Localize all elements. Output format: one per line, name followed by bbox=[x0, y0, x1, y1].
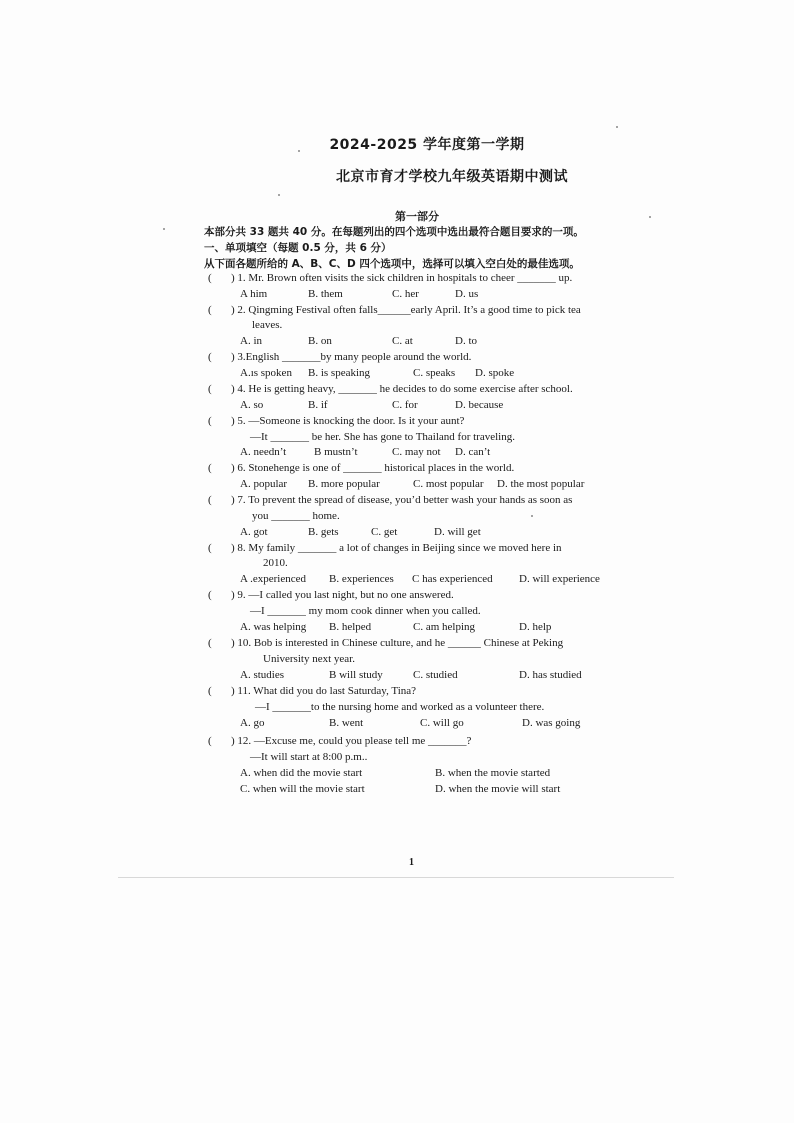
q10-option-b: B will study bbox=[329, 669, 383, 681]
q2-option-d: D. to bbox=[455, 335, 477, 347]
question-2-stem: ) 2. Qingming Festival often falls______early April. It’s a good time to pick tea bbox=[231, 304, 581, 316]
question-12-cont: —It will start at 8:00 p.m.. bbox=[250, 751, 368, 763]
question-9-stem: ) 9. —I called you last night, but no one answered. bbox=[231, 589, 454, 601]
q8-option-c: C has experienced bbox=[412, 573, 493, 585]
question-6-stem: ) 6. Stonehenge is one of _______ historical places in the world. bbox=[231, 462, 515, 474]
answer-bracket[interactable]: ( bbox=[208, 542, 212, 554]
q8-option-b: B. experiences bbox=[329, 573, 394, 585]
answer-bracket[interactable]: ( bbox=[208, 589, 212, 601]
q12-option-b: B. when the movie started bbox=[435, 767, 551, 779]
instruction-line-3: 从下面各题所给的 A、B、C、D 四个选项中，选择可以填入空白处的最佳选项。 bbox=[204, 258, 580, 270]
answer-bracket[interactable]: ( bbox=[208, 637, 212, 649]
q7-option-d: D. will get bbox=[434, 526, 481, 538]
q2-option-c: C. at bbox=[392, 335, 413, 347]
q1-option-b: B. them bbox=[308, 288, 343, 300]
page-number: 1 bbox=[409, 857, 414, 868]
instruction-line-1: 本部分共 33 题共 40 分。在每题列出的四个选项中选出最符合题目要求的一项。 bbox=[204, 226, 584, 238]
question-8-stem: ) 8. My family _______ a lot of changes in Beijing since we moved here in bbox=[231, 542, 562, 554]
question-10-stem: ) 10. Bob is interested in Chinese culture, and he ______ Chinese at Peking bbox=[231, 637, 564, 649]
q5-option-d: D. can’t bbox=[455, 446, 491, 458]
question-5-cont: —It _______ be her. She has gone to Thailand for traveling. bbox=[250, 431, 515, 443]
q4-option-c: C. for bbox=[392, 399, 418, 411]
question-9-cont: —I _______ my mom cook dinner when you called. bbox=[250, 605, 481, 617]
q9-option-c: C. am helping bbox=[413, 621, 476, 633]
q9-option-a: A. was helping bbox=[240, 621, 307, 633]
q7-option-a: A. got bbox=[240, 526, 268, 538]
q3-option-a: A.ıs spoken bbox=[240, 367, 292, 379]
question-5-stem: ) 5. —Someone is knocking the door. Is it your aunt? bbox=[231, 415, 465, 427]
q2-option-a: A. in bbox=[240, 335, 262, 347]
q9-option-d: D. help bbox=[519, 621, 552, 633]
question-4-stem: ) 4. He is getting heavy, _______ he decides to do some exercise after school. bbox=[231, 383, 573, 395]
question-8-cont: 2010. bbox=[263, 557, 288, 569]
q2-option-b: B. on bbox=[308, 335, 332, 347]
q9-option-b: B. helped bbox=[329, 621, 372, 633]
answer-bracket[interactable]: ( bbox=[208, 272, 212, 284]
q6-option-b: B. more popular bbox=[308, 478, 380, 490]
q11-option-c: C. will go bbox=[420, 717, 464, 729]
question-11-stem: ) 11. What did you do last Saturday, Tina? bbox=[231, 685, 417, 697]
q12-option-c: C. when will the movie start bbox=[240, 783, 365, 795]
question-10-cont: University next year. bbox=[263, 653, 355, 665]
question-7-cont: you _______ home. bbox=[252, 510, 340, 522]
q5-option-c: C. may not bbox=[392, 446, 441, 458]
q8-option-a: A .experienced bbox=[240, 573, 306, 585]
q4-option-d: D. because bbox=[455, 399, 504, 411]
question-1-stem: ) 1. Mr. Brown often visits the sick children in hospitals to cheer _______ up. bbox=[231, 272, 573, 284]
question-11-cont: —I _______to the nursing home and worked as a volunteer there. bbox=[255, 701, 545, 713]
instruction-line-2: 一、单项填空（每题 0.5 分，共 6 分） bbox=[204, 242, 392, 254]
q3-option-c: C. speaks bbox=[413, 367, 456, 379]
q10-option-c: C. studied bbox=[413, 669, 458, 681]
q4-option-a: A. so bbox=[240, 399, 264, 411]
q5-option-a: A. needn’t bbox=[240, 446, 287, 458]
q10-option-a: A. studies bbox=[240, 669, 284, 681]
answer-bracket[interactable]: ( bbox=[208, 351, 212, 363]
q11-option-d: D. was going bbox=[522, 717, 581, 729]
q11-option-b: B. went bbox=[329, 717, 364, 729]
exam-title-term: 2024-2025 学年度第一学期 bbox=[329, 137, 525, 153]
q1-option-a: A him bbox=[240, 288, 268, 300]
q11-option-a: A. go bbox=[240, 717, 265, 729]
q1-option-c: C. her bbox=[392, 288, 419, 300]
q10-option-d: D. has studied bbox=[519, 669, 582, 681]
q12-option-a: A. when did the movie start bbox=[240, 767, 363, 779]
answer-bracket[interactable]: ( bbox=[208, 462, 212, 474]
exam-title-school: 北京市育才学校九年级英语期中测试 bbox=[336, 169, 568, 185]
part-title: 第一部分 bbox=[395, 210, 439, 223]
question-2-cont: leaves. bbox=[252, 319, 283, 331]
q7-option-b: B. gets bbox=[308, 526, 339, 538]
answer-bracket[interactable]: ( bbox=[208, 685, 212, 697]
question-3-stem: ) 3.English _______by many people around the world. bbox=[231, 351, 472, 363]
q5-option-b: B mustn’t bbox=[314, 446, 358, 458]
answer-bracket[interactable]: ( bbox=[208, 304, 212, 316]
answer-bracket[interactable]: ( bbox=[208, 415, 212, 427]
question-12-stem: ) 12. —Excuse me, could you please tell me _______? bbox=[231, 735, 472, 747]
scan-speck bbox=[531, 515, 533, 517]
page-bottom-divider bbox=[118, 877, 674, 878]
scan-speck bbox=[278, 194, 280, 196]
q6-option-d: D. the most popular bbox=[497, 478, 585, 490]
scan-speck bbox=[649, 216, 651, 218]
q7-option-c: C. get bbox=[371, 526, 398, 538]
q6-option-a: A. popular bbox=[240, 478, 288, 490]
q3-option-d: D. spoke bbox=[475, 367, 515, 379]
answer-bracket[interactable]: ( bbox=[208, 383, 212, 395]
answer-bracket[interactable]: ( bbox=[208, 494, 212, 506]
scan-speck bbox=[298, 150, 300, 152]
q1-option-d: D. us bbox=[455, 288, 479, 300]
scan-speck bbox=[616, 126, 618, 128]
question-7-stem: ) 7. To prevent the spread of disease, you’d better wash your hands as soon as bbox=[231, 494, 573, 506]
q8-option-d: D. will experience bbox=[519, 573, 600, 585]
q12-option-d: D. when the movie will start bbox=[435, 783, 561, 795]
scan-speck bbox=[163, 228, 165, 230]
q3-option-b: B. is speaking bbox=[308, 367, 371, 379]
q4-option-b: B. if bbox=[308, 399, 328, 411]
q6-option-c: C. most popular bbox=[413, 478, 484, 490]
answer-bracket[interactable]: ( bbox=[208, 735, 212, 747]
